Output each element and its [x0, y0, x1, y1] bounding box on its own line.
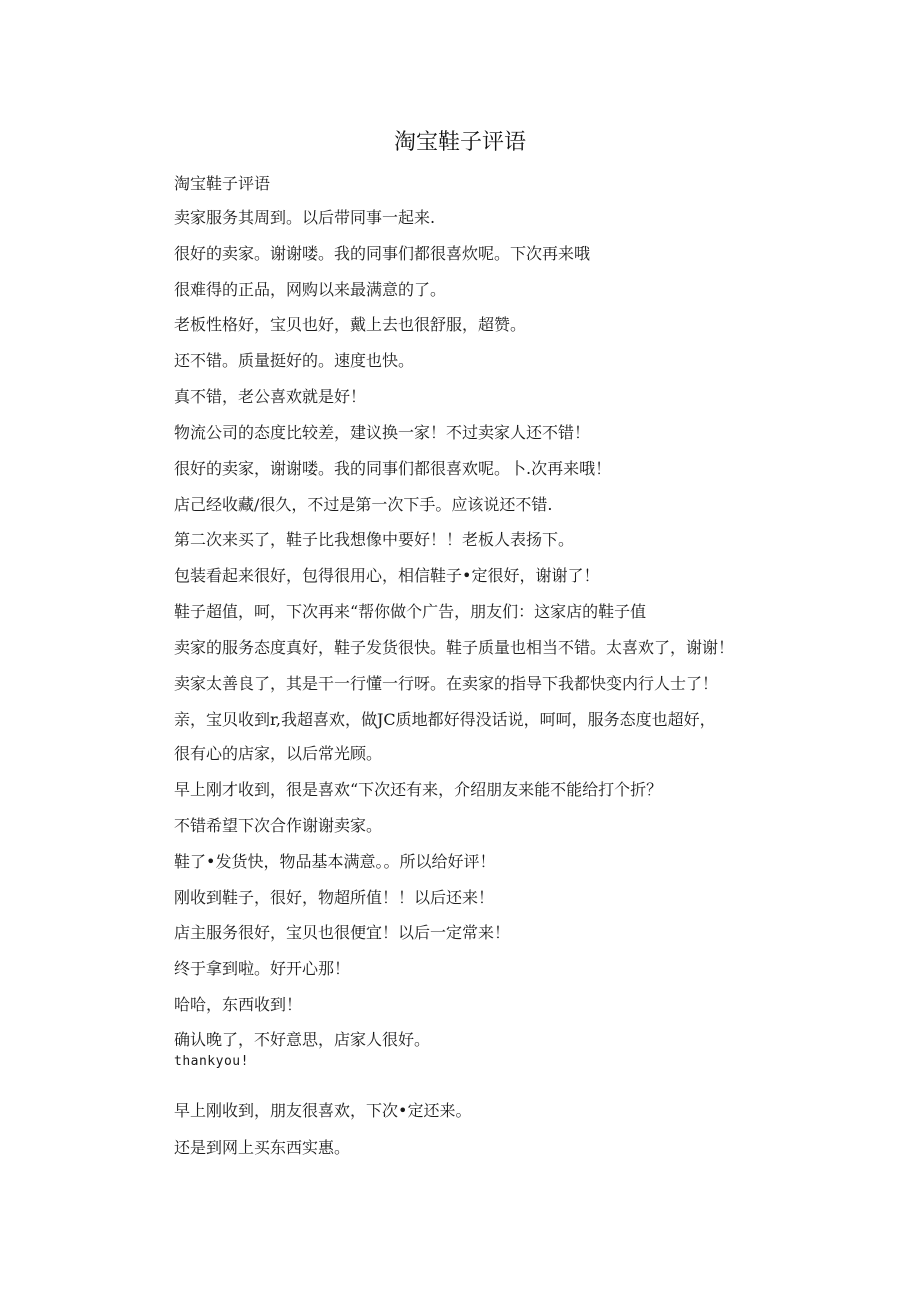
text-line: 真不错，老公喜欢就是好！ [174, 387, 367, 406]
text-line: 卖家服务其周到。以后带同事一起来. [174, 208, 436, 227]
text-line: 卖家的服务态度真好，鞋子发货很快。鞋子质量也相当不错。太喜欢了，谢谢！ [174, 638, 735, 657]
text-line: 哈哈，东西收到！ [174, 995, 303, 1014]
text-line: 卖家太善良了，其是干一行懂一行呀。在卖家的指导下我都快变内行人士了！ [174, 674, 719, 693]
text-line: 物流公司的态度比较差，建议换一家！不过卖家人还不错！ [174, 423, 591, 442]
text-line: 店主服务很好，宝贝也很便宜！以后一定常来！ [174, 923, 511, 942]
text-line: 鞋子超值，呵，下次再来“帮你做个广告，朋友们：这家店的鞋子值 [174, 602, 647, 621]
text-line: thankyou! [174, 1054, 249, 1069]
text-line: 早上刚才收到，很是喜欢“下次还有来，介绍朋友来能不能给打个折？ [174, 780, 663, 799]
text-line: 包装看起来很好，包得很用心，相信鞋子•定很好，谢谢了！ [174, 566, 600, 585]
text-line: 还是到网上买东西实惠。 [174, 1138, 351, 1157]
document-title: 淘宝鞋子评语 [393, 130, 526, 155]
text-line: 老板性格好，宝贝也好，戴上去也很舒服，超赞。 [174, 315, 527, 334]
text-line: 还不错。质量挺好的。速度也快。 [174, 351, 415, 370]
text-line: 第二次来买了，鞋子比我想像中要好！！老板人表扬下。 [174, 530, 575, 549]
text-line: 很好的卖家，谢谢喽。我的同事们都很喜欢呢。卜.次再来哦！ [174, 459, 612, 478]
text-line: 终于拿到啦。好开心那！ [174, 959, 351, 978]
text-line: 鞋了•发货快，物品基本满意。。所以给好评！ [174, 852, 496, 871]
text-line: 店己经收藏/很久，不过是第一次下手。应该说还不错. [174, 495, 553, 514]
text-line: 亲，宝贝收到r,我超喜欢，做JC质地都好得没话说，呵呵，服务态度也超好， [174, 710, 716, 729]
text-line: 早上刚收到，朋友很喜欢，下次•定还来。 [174, 1101, 472, 1120]
text-line: 刚收到鞋子，很好，物超所值！！以后还来！ [174, 888, 495, 907]
text-line: 很有心的店家，以后常光顾。 [174, 744, 383, 763]
text-line: 确认晚了，不好意思，店家人很好。 [174, 1030, 431, 1049]
text-line: 很好的卖家。谢谢喽。我的同事们都很喜炊呢。下次再来哦 [174, 244, 591, 263]
text-line: 不错希望下次合作谢谢卖家。 [174, 816, 383, 835]
text-line: 淘宝鞋子评语 [174, 174, 271, 193]
text-line: 很难得的正品，网购以来最满意的了。 [174, 280, 447, 299]
